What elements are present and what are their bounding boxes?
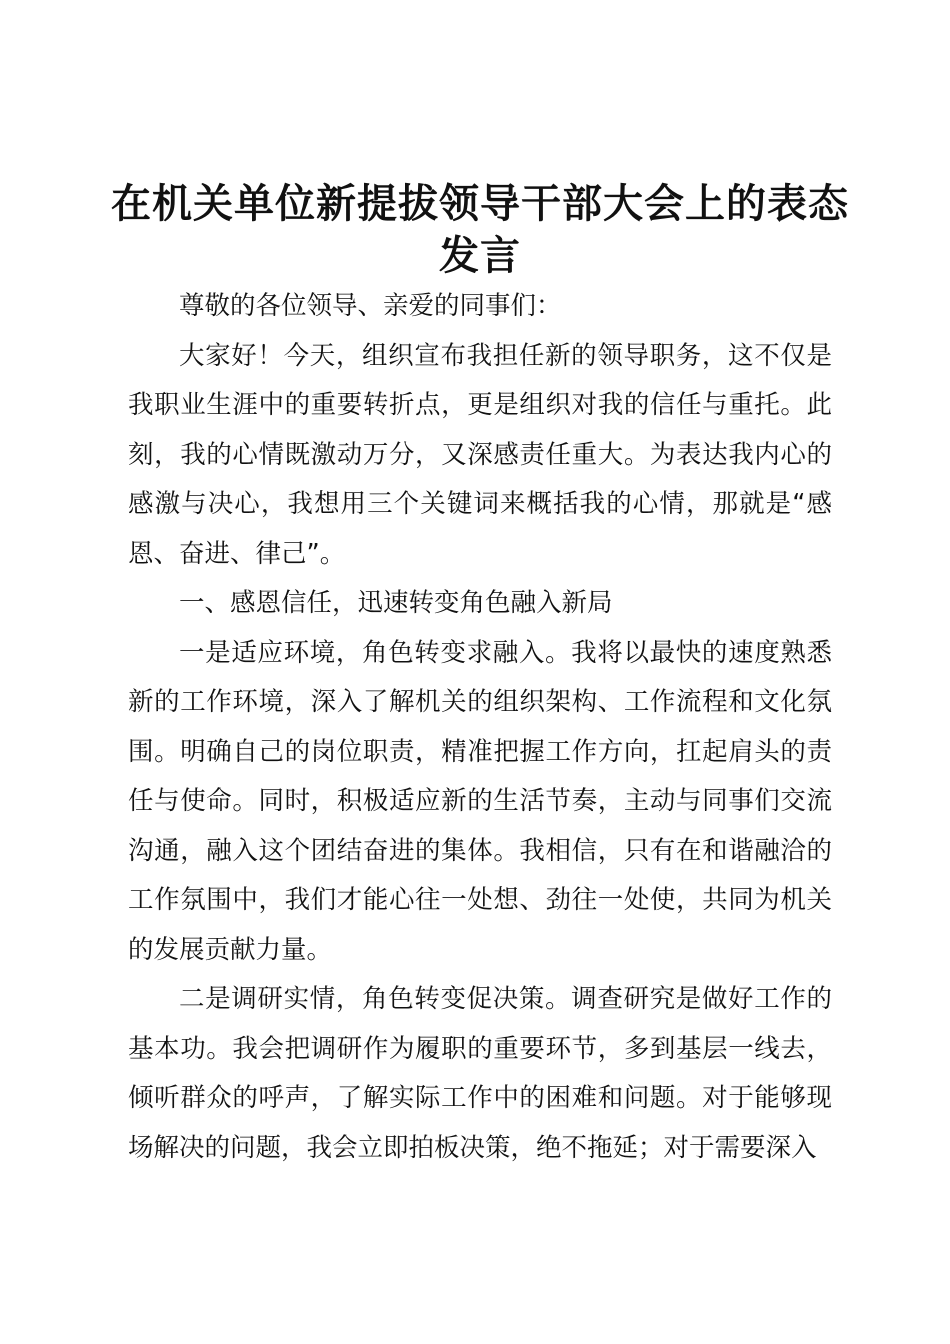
document-body (128, 282, 832, 1173)
paragraph-salutation: 尊敬的各位领导、亲爱的同事们： (179, 291, 562, 321)
document-title: 在机关单位新提拔领导干部大会上的表态发言 (111, 181, 849, 279)
paragraph-point-1: 一是适应环境，角色转变求融入。我将以最快的速度熟悉新的工作环境，深入了解机关的组织架构、工作流程和文化氛围。明确自己的岗位职责，精准把握工作方向，扛起肩头的责任与使命。同时，积极适应新的生活节奏，主动与同事们交流沟通，融入这个团结奋进的集体。我相信，只有在和谐融洽的工作氛围中，我们才能心往一处想、劲往一处使，共同为机关的发展贡献力量。 (128, 637, 832, 965)
paragraph-point-2: 二是调研实情，角色转变促决策。调查研究是做好工作的基本功。我会把调研作为履职的重要环节，多到基层一线去，倾听群众的呼声，了解实际工作中的困难和问题。对于能够现场解决的问题，我会立即拍板决策，绝不拖延；对于需要深入 (128, 984, 832, 1163)
paragraph-opening: 大家好！今天，组织宣布我担任新的领导职务，这不仅是我职业生涯中的重要转折点，更是组织对我的信任与重托。此刻，我的心情既激动万分，又深感责任重大。为表达我内心的感激与决心，我想用三个关键词来概括我的心情，那就是“感恩、奋进、律己”。 (128, 340, 832, 569)
section-heading-1: 一、感恩信任，迅速转变角色融入新局 (179, 588, 613, 618)
